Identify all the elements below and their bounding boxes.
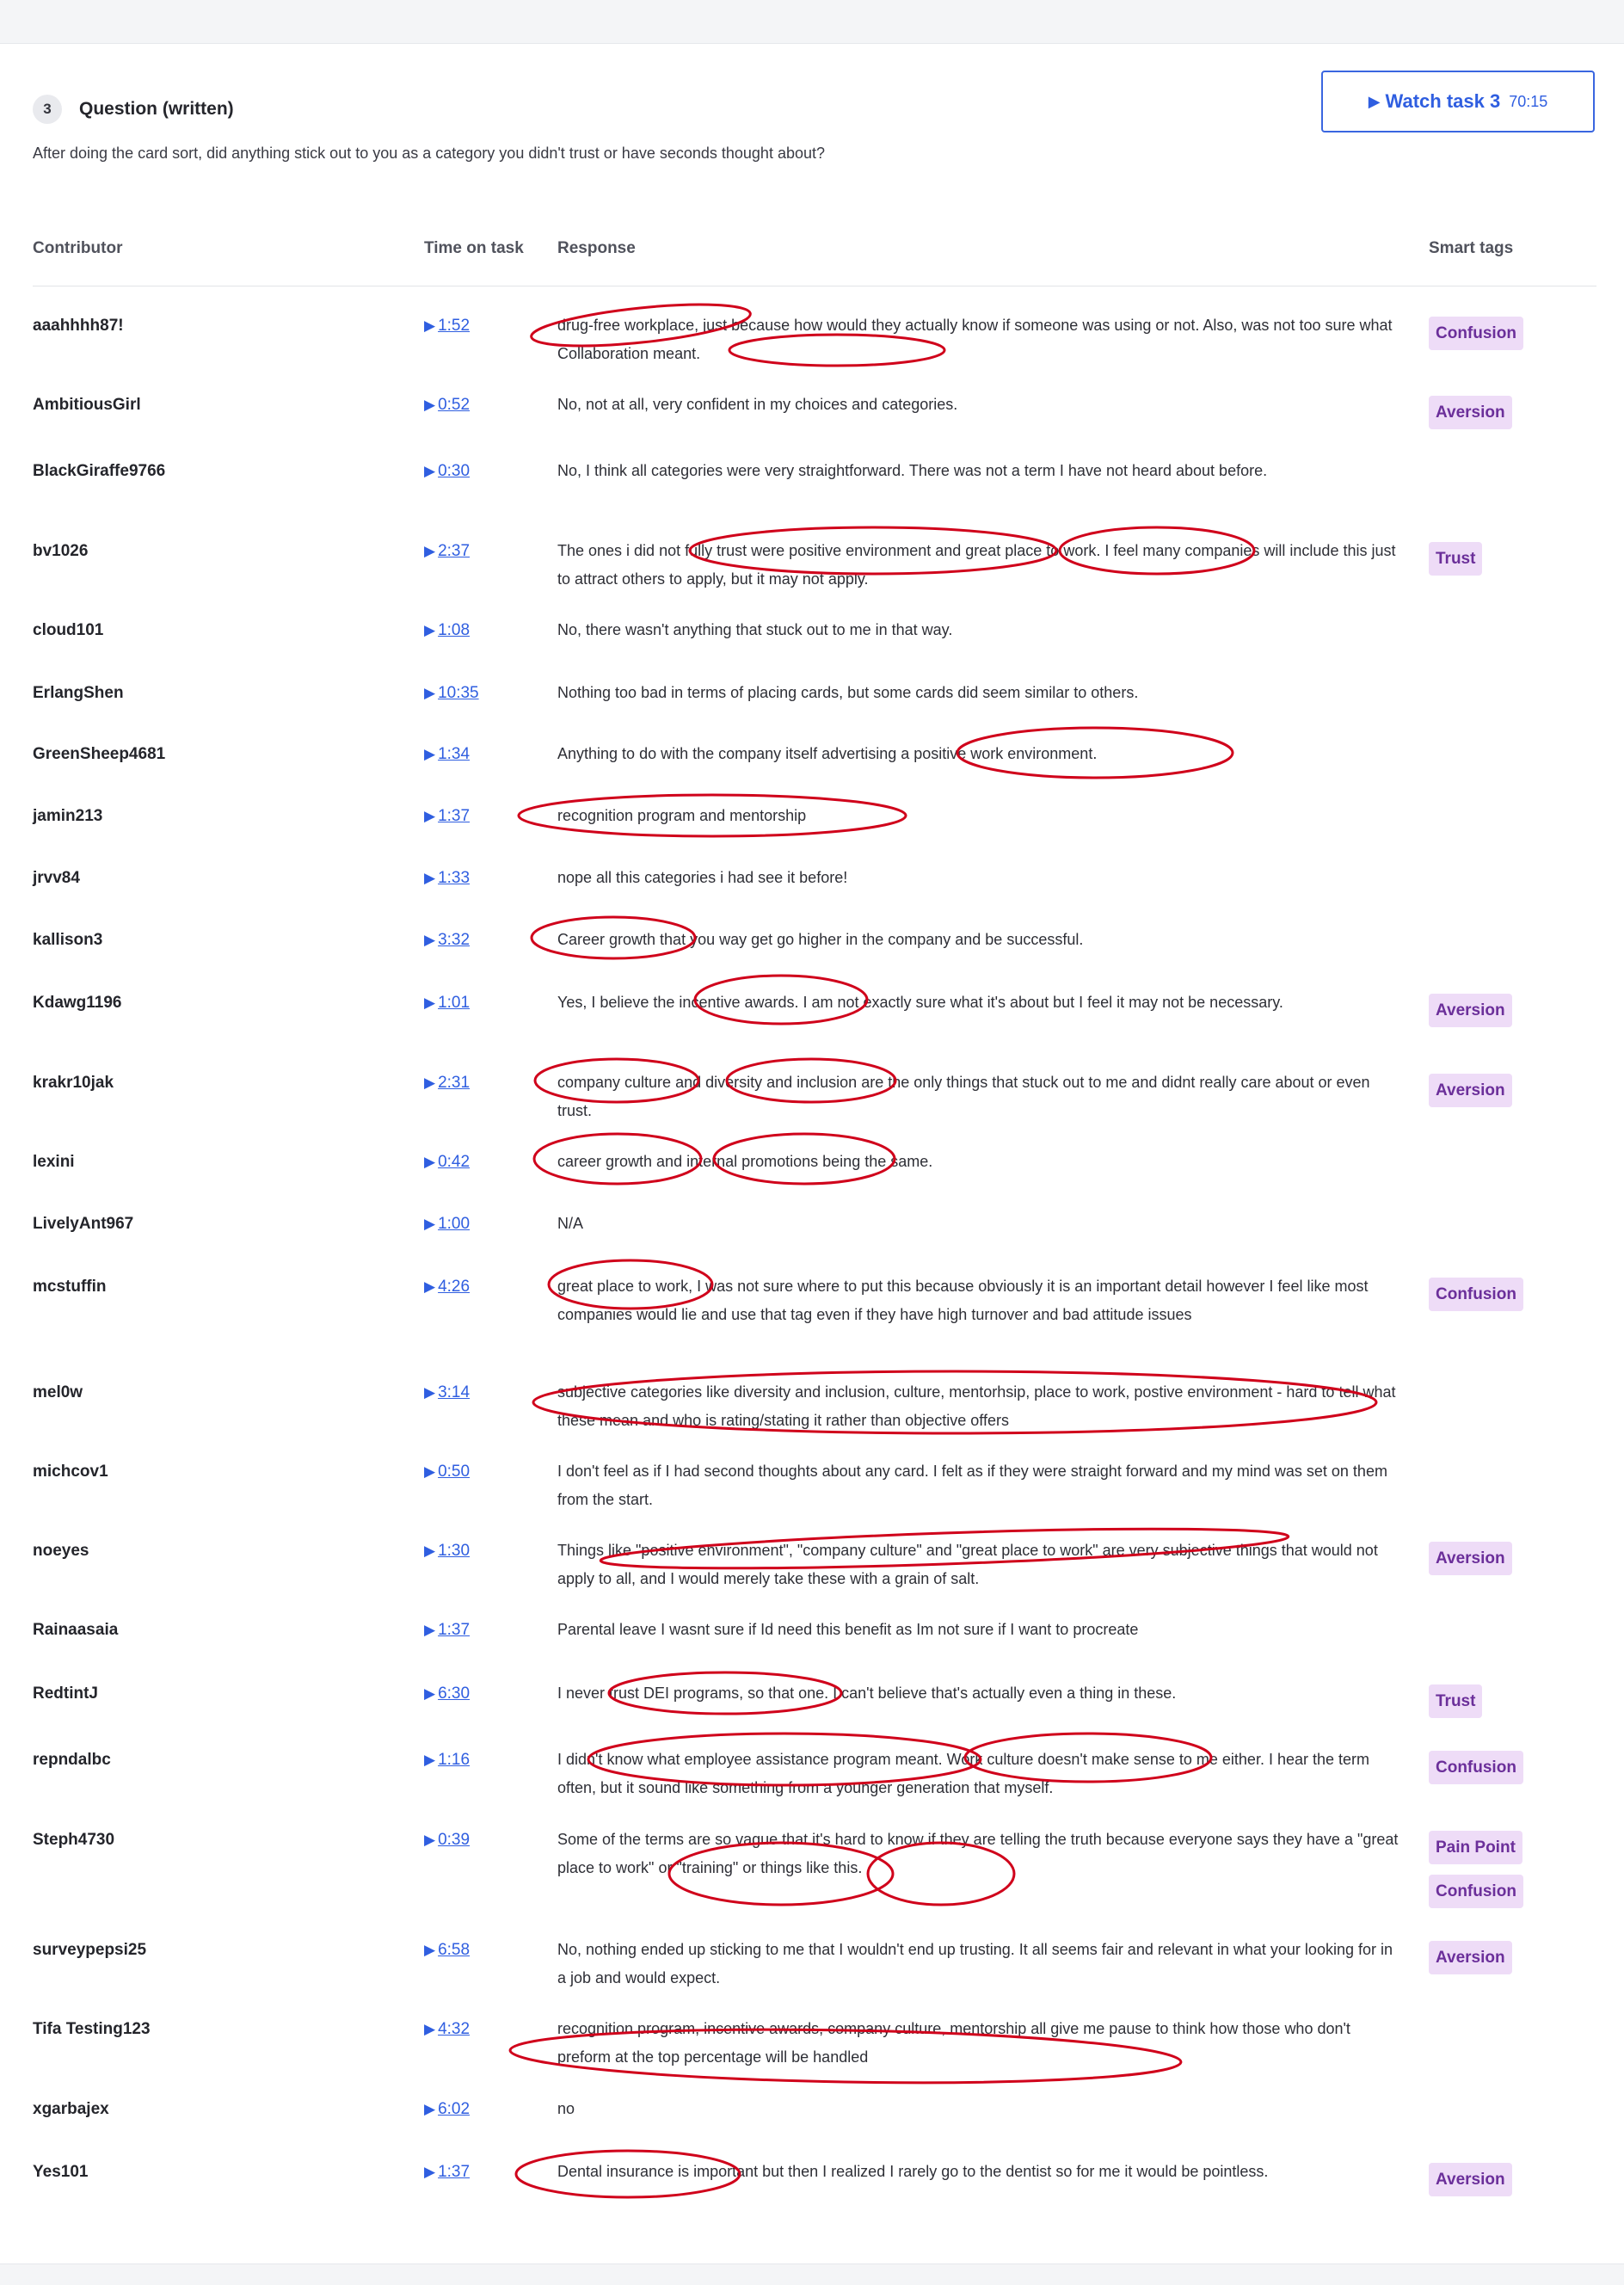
response-text: Nothing too bad in terms of placing cards, but some cards did seem similar to others. [557,684,1139,701]
watch-task-duration: 70:15 [1509,92,1548,110]
response-text: I didn't know what employee assistance program meant. Work culture doesn't make sense to me either. I hear the term often, but it sound like something from a younger generation that myself. [557,1751,1369,1796]
contributor-name[interactable]: jamin213 [33,807,103,825]
smart-tags [1429,1941,1512,1985]
contributor-name[interactable]: GreenSheep4681 [33,745,166,763]
time-on-task-value[interactable]: 1:52 [438,317,471,335]
time-on-task-link[interactable] [424,1684,470,1703]
smart-tag[interactable]: Aversion [1429,396,1512,429]
time-on-task-value[interactable]: 1:37 [438,807,471,825]
contributor-name[interactable]: krakr10jak [33,1074,114,1092]
time-on-task-link[interactable] [424,2163,470,2182]
time-on-task-link[interactable] [424,396,470,415]
play-icon[interactable]: ▶ [424,1075,436,1091]
time-on-task-value[interactable]: 10:35 [438,684,479,702]
response-text: Career growth that you way get go higher in the company and be successful. [557,931,1084,948]
play-icon[interactable]: ▶ [424,1942,436,1958]
time-on-task-link[interactable] [424,1542,470,1561]
contributor-name[interactable]: repndalbc [33,1751,111,1769]
smart-tags [1429,1278,1523,1321]
response-text: The ones i did not fully trust were positive environment and great place to work. I feel many companies will include this just to attract others to apply, but it may not apply. [557,542,1396,588]
contributor-name[interactable]: jrvv84 [33,869,80,887]
response-text: career growth and internal promotions being the same. [557,1153,933,1170]
smart-tag[interactable]: Aversion [1429,1074,1512,1107]
time-on-task-value[interactable]: 6:58 [438,1941,471,1959]
contributor-name[interactable]: mcstuffin [33,1278,107,1296]
play-icon[interactable]: ▶ [424,1685,436,1702]
contributor-name[interactable]: aaahhhh87! [33,317,124,335]
smart-tag[interactable]: Trust [1429,542,1482,576]
play-icon[interactable]: ▶ [424,317,436,334]
smart-tags [1429,396,1512,440]
response-text: Yes, I believe the incentive awards. I am not exactly sure what it's about but I feel it may not be necessary. [557,994,1283,1011]
smart-tag[interactable]: Aversion [1429,994,1512,1027]
play-icon[interactable]: ▶ [424,1463,436,1480]
smart-tags [1429,2163,1512,2207]
response-text: Dental insurance is important but then I realized I rarely go to the dentist so for me it would be pointless. [557,2163,1269,2180]
time-on-task-link[interactable] [424,994,470,1013]
time-on-task-value[interactable]: 1:33 [438,869,471,887]
contributor-name[interactable]: Tifa Testing123 [33,2020,151,2038]
time-on-task-link[interactable] [424,1941,470,1960]
watch-task-label: Watch task 3 [1385,90,1501,112]
time-on-task-link[interactable] [424,317,470,336]
response-text: I don't feel as if I had second thoughts about any card. I felt as if they were straight forward and my mind was set on them from the start. [557,1463,1387,1508]
time-on-task-link[interactable] [424,1463,470,1481]
time-on-task-value[interactable]: 1:08 [438,621,471,639]
contributor-name[interactable]: ErlangShen [33,684,124,702]
time-on-task-link[interactable] [424,1621,470,1640]
smart-tag[interactable]: Aversion [1429,1941,1512,1974]
smart-tags [1429,1542,1512,1586]
play-icon[interactable]: ▶ [424,622,436,638]
response-text: recognition program, incentive awards, company culture, mentorship all give me pause to think how those who don't preform at the top percentage will be handled [557,2020,1350,2066]
smart-tags [1429,1751,1523,1795]
time-on-task-value[interactable]: 3:32 [438,931,471,949]
play-icon[interactable]: ▶ [424,463,436,479]
question-title: Question (written) [79,99,234,119]
smart-tag[interactable]: Confusion [1429,317,1523,350]
column-header-response[interactable]: Response [557,239,636,257]
response-text: Some of the terms are so vague that it's hard to know if they are telling the truth because everyone says they have a "great place to work" or "training" or things like this. [557,1831,1399,1876]
response-text: drug-free workplace, just because how would they actually know if someone was using or not. Also, was not too sure what Collaboration meant. [557,317,1393,362]
time-on-task-value[interactable]: 1:37 [438,1621,471,1639]
time-on-task-link[interactable] [424,2020,470,2039]
response-text: company culture and diversity and inclusion are the only things that stuck out to me and didnt really care about or even trust. [557,1074,1370,1119]
play-icon[interactable]: ▶ [424,995,436,1011]
time-on-task-link[interactable] [424,1831,470,1850]
column-header-contributor[interactable]: Contributor [33,239,123,257]
column-header-time[interactable]: Time on task [424,239,524,257]
response-text: no [557,2100,575,2117]
time-on-task-value[interactable]: 2:37 [438,542,471,560]
play-icon[interactable]: ▶ [424,808,436,824]
time-on-task-link[interactable] [424,1153,470,1172]
contributor-name[interactable]: RedtintJ [33,1684,98,1703]
smart-tag[interactable]: Trust [1429,1684,1482,1718]
time-on-task-value[interactable]: 1:01 [438,994,471,1012]
time-on-task-value[interactable]: 1:16 [438,1751,471,1769]
smart-tag[interactable]: Pain Point [1429,1831,1522,1864]
response-text: N/A [557,1215,584,1232]
time-on-task-link[interactable] [424,869,470,888]
play-icon[interactable]: ▶ [424,1154,436,1170]
watch-task-button[interactable] [1321,71,1595,132]
time-on-task-value[interactable]: 4:32 [438,2020,471,2038]
play-icon[interactable]: ▶ [424,1216,436,1232]
response-text: subjective categories like diversity and inclusion, culture, mentorhsip, place to work, postive environment - hard to tell what these mean and who is rating/stating it rather than objective offers [557,1383,1396,1429]
question-text: After doing the card sort, did anything stick out to you as a category you didn't trust or have seconds thought about? [33,145,825,162]
contributor-name[interactable]: xgarbajex [33,2100,109,2118]
time-on-task-value[interactable]: 0:52 [438,396,471,414]
time-on-task-link[interactable] [424,542,470,561]
time-on-task-value[interactable]: 0:50 [438,1463,471,1481]
contributor-name[interactable]: lexini [33,1153,75,1171]
response-text: Things like "positive environment", "company culture" and "great place to work" are very subjective things that would not apply to all, and I would merely take these with a grain of salt. [557,1542,1378,1587]
play-icon[interactable]: ▶ [424,2164,436,2180]
play-icon[interactable]: ▶ [424,1384,436,1401]
smart-tag[interactable]: Aversion [1429,2163,1512,2196]
smart-tags [1429,1831,1523,1919]
smart-tags [1429,994,1512,1038]
play-icon[interactable]: ▶ [424,2021,436,2037]
time-on-task-link[interactable] [424,621,470,640]
response-text: No, I think all categories were very straightforward. There was not a term I have not heard about before. [557,462,1268,479]
play-icon[interactable]: ▶ [424,397,436,413]
time-on-task-link[interactable] [424,931,470,950]
time-on-task-value[interactable]: 1:34 [438,745,471,763]
response-text: Parental leave I wasnt sure if Id need this benefit as Im not sure if I want to procreate [557,1621,1139,1638]
time-on-task-link[interactable] [424,745,470,764]
response-text: No, nothing ended up sticking to me that I wouldn't end up trusting. It all seems fair and relevant in what your looking for in a job and would expect. [557,1941,1393,1986]
time-on-task-value[interactable]: 1:37 [438,2163,471,2181]
contributor-name[interactable]: AmbitiousGirl [33,396,141,414]
time-on-task-value[interactable]: 2:31 [438,1074,471,1092]
time-on-task-link[interactable] [424,462,470,481]
response-text: No, there wasn't anything that stuck out to me in that way. [557,621,953,638]
play-icon[interactable]: ▶ [424,932,436,948]
time-on-task-value[interactable]: 0:39 [438,1831,471,1849]
question-header [33,95,234,124]
contributor-name[interactable]: BlackGiraffe9766 [33,462,166,480]
smart-tags [1429,1074,1512,1118]
contributor-name[interactable]: LivelyAnt967 [33,1215,134,1233]
smart-tags [1429,542,1482,586]
smart-tag[interactable]: Confusion [1429,1751,1523,1784]
response-text: I never trust DEI programs, so that one. I can't believe that's actually even a thing in these. [557,1684,1177,1702]
contributor-name[interactable]: cloud101 [33,621,104,639]
time-on-task-link[interactable] [424,807,470,826]
contributor-name[interactable]: Rainaasaia [33,1621,119,1639]
time-on-task-value[interactable]: 0:42 [438,1153,471,1171]
column-header-tags[interactable]: Smart tags [1429,239,1514,257]
contributor-name[interactable]: Yes101 [33,2163,89,2181]
response-text: nope all this categories i had see it before! [557,869,848,886]
time-on-task-link[interactable] [424,1383,470,1402]
time-on-task-link[interactable] [424,1074,470,1093]
time-on-task-value[interactable]: 0:30 [438,462,471,480]
time-on-task-value[interactable]: 4:26 [438,1278,471,1296]
play-icon[interactable]: ▶ [424,1752,436,1768]
response-text: No, not at all, very confident in my choices and categories. [557,396,958,413]
play-icon[interactable]: ▶ [424,1622,436,1638]
contributor-name[interactable]: surveypepsi25 [33,1941,147,1959]
contributor-name[interactable]: bv1026 [33,542,89,560]
contributor-name[interactable]: mel0w [33,1383,83,1401]
time-on-task-value[interactable]: 6:02 [438,2100,471,2118]
play-icon[interactable]: ▶ [424,1832,436,1848]
time-on-task-link[interactable] [424,684,479,703]
time-on-task-link[interactable] [424,1278,470,1296]
contributor-name[interactable]: kallison3 [33,931,103,949]
smart-tag[interactable]: Confusion [1429,1875,1523,1908]
time-on-task-value[interactable]: 1:30 [438,1542,471,1560]
contributor-name[interactable]: Steph4730 [33,1831,115,1849]
play-icon[interactable]: ▶ [424,746,436,762]
time-on-task-value[interactable]: 1:00 [438,1215,471,1233]
contributor-name[interactable]: michcov1 [33,1463,108,1481]
time-on-task-link[interactable] [424,1215,470,1234]
smart-tag[interactable]: Aversion [1429,1542,1512,1575]
play-icon[interactable]: ▶ [424,685,436,701]
time-on-task-link[interactable] [424,2100,470,2119]
play-icon[interactable]: ▶ [424,1543,436,1559]
smart-tags [1429,317,1523,360]
time-on-task-link[interactable] [424,1751,470,1770]
time-on-task-value[interactable]: 6:30 [438,1684,471,1703]
play-icon[interactable]: ▶ [424,1278,436,1295]
play-icon[interactable]: ▶ [424,2101,436,2117]
smart-tags [1429,1684,1482,1728]
response-text: recognition program and mentorship [557,807,807,824]
play-icon[interactable]: ▶ [424,543,436,559]
play-icon: ▶ [1368,92,1381,110]
response-text: great place to work, I was not sure where to put this because obviously it is an important detail however I feel like most companies would lie and use that tag even if they have high turnover and bad attitude issues [557,1278,1369,1323]
smart-tag[interactable]: Confusion [1429,1278,1523,1311]
response-text: Anything to do with the company itself advertising a positive work environment. [557,745,1098,762]
time-on-task-value[interactable]: 3:14 [438,1383,471,1401]
contributor-name[interactable]: noeyes [33,1542,89,1560]
question-number: 3 [33,95,62,124]
play-icon[interactable]: ▶ [424,870,436,886]
contributor-name[interactable]: Kdawg1196 [33,994,122,1012]
